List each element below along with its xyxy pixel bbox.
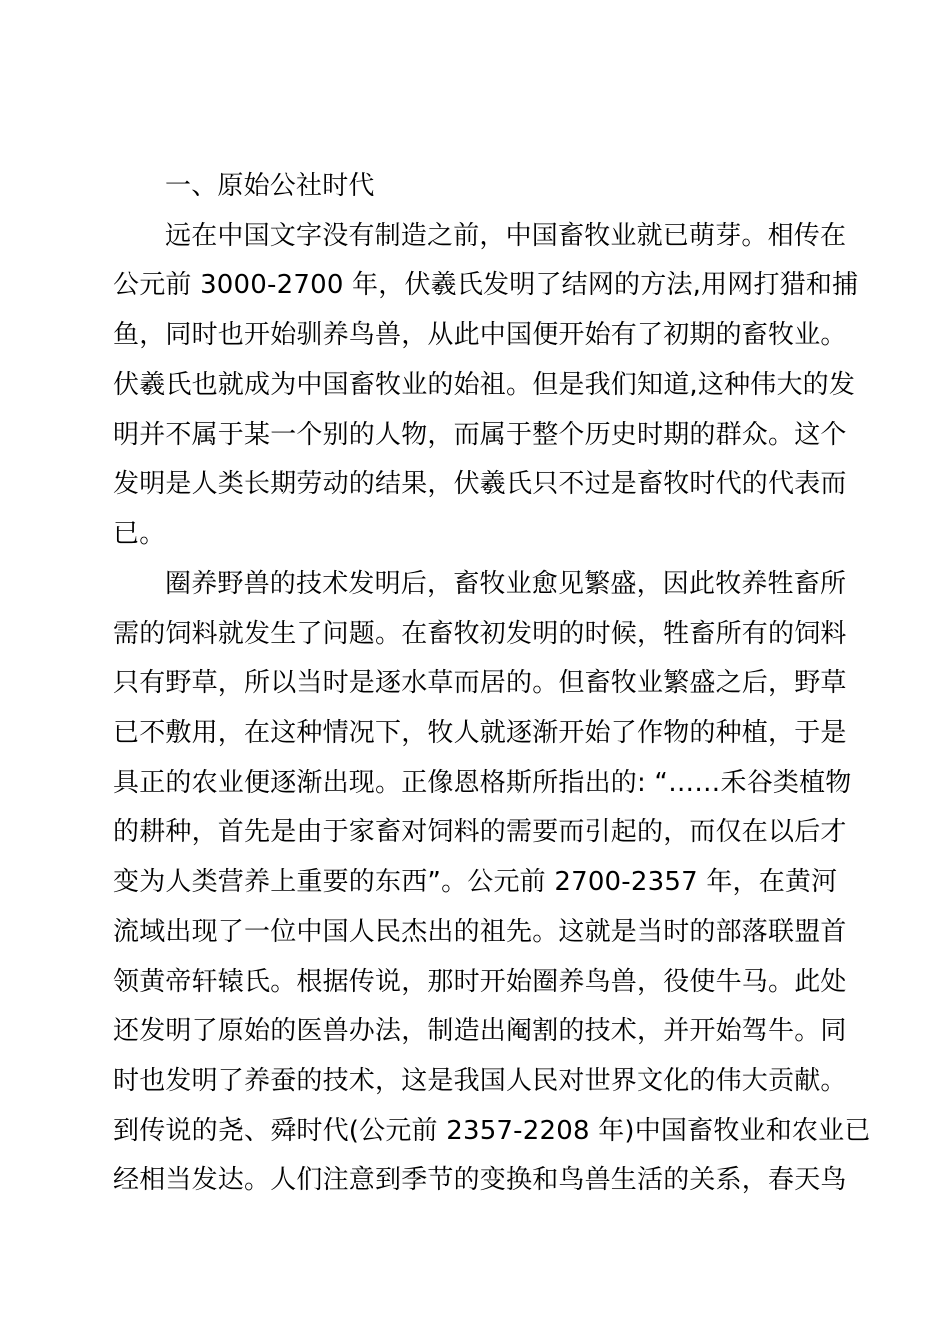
- paragraph-line: 到传说的尧、舜时代(公元前 2357-2208 年)中国畜牧业和农业已: [113, 1116, 871, 1146]
- paragraph-line: 公元前 3000-2700 年，伏羲氏发明了结网的方法,用网打猎和捕: [113, 270, 859, 300]
- paragraph-line: 圈养野兽的技术发明后，畜牧业愈见繁盛，因此牧养牲畜所: [165, 569, 847, 599]
- paragraph-line: 流域出现了一位中国人民杰出的祖先。这就是当时的部落联盟首: [113, 917, 847, 947]
- paragraph-line: 明并不属于某一个别的人物，而属于整个历史时期的群众。这个: [113, 420, 847, 450]
- paragraph-line: 发明是人类长期劳动的结果，伏羲氏只不过是畜牧时代的代表而: [113, 469, 847, 499]
- paragraph-line: 变为人类营养上重要的东西”。公元前 2700-2357 年，在黄河: [113, 867, 838, 897]
- paragraph-line: 具正的农业便逐渐出现。正像恩格斯所指出的: “……禾谷类植物: [113, 768, 852, 798]
- paragraph-line: 经相当发达。人们注意到季节的变换和鸟兽生活的关系，春天鸟: [113, 1165, 847, 1195]
- paragraph-line: 伏羲氏也就成为中国畜牧业的始祖。但是我们知道,这种伟大的发: [113, 370, 856, 400]
- paragraph-line: 的耕种，首先是由于家畜对饲料的需要而引起的，而仅在以后才: [113, 817, 847, 847]
- paragraph-line: 需的饲料就发生了问题。在畜牧初发明的时候，牲畜所有的饲料: [113, 619, 847, 649]
- paragraph-line: 已不敷用，在这种情况下，牧人就逐渐开始了作物的种植，于是: [113, 718, 847, 748]
- paragraph-line: 远在中国文字没有制造之前，中国畜牧业就已萌芽。相传在: [165, 221, 847, 251]
- section-heading: 一、原始公社时代: [165, 171, 375, 201]
- paragraph-line: 还发明了原始的医兽办法，制造出阉割的技术，并开始驾牛。同: [113, 1016, 847, 1046]
- paragraph-line: 已。: [113, 519, 166, 549]
- paragraph-line: 时也发明了养蚕的技术，这是我国人民对世界文化的伟大贡献。: [113, 1066, 847, 1096]
- paragraph-line: 领黄帝轩辕氏。根据传说，那时开始圈养鸟兽，役使牛马。此处: [113, 967, 847, 997]
- paragraph-line: 鱼，同时也开始驯养鸟兽，从此中国便开始有了初期的畜牧业。: [113, 320, 847, 350]
- paragraph-line: 只有野草，所以当时是逐水草而居的。但畜牧业繁盛之后，野草: [113, 668, 847, 698]
